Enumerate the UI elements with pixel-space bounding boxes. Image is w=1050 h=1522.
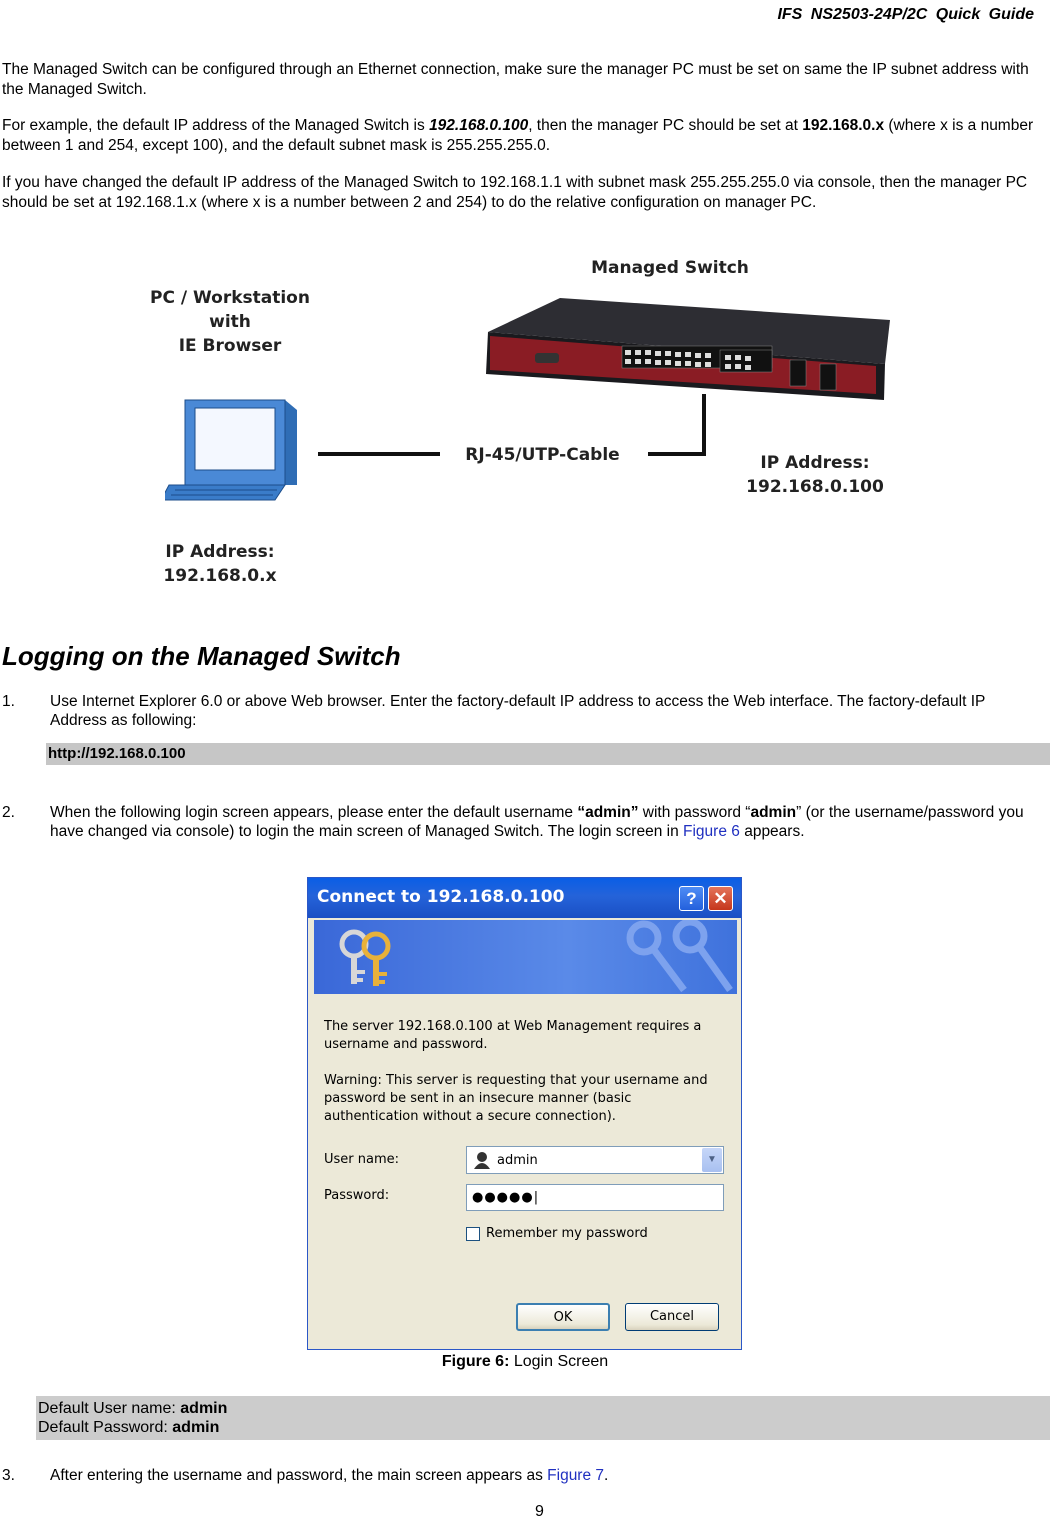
pc-ip: 192.168.0.x bbox=[802, 117, 885, 134]
page-number: 9 bbox=[535, 1503, 544, 1520]
default-credentials-box bbox=[36, 1396, 1050, 1440]
cable-label: RJ-45/UTP-Cable bbox=[465, 445, 620, 465]
figure-6-link[interactable]: Figure 6 bbox=[683, 823, 740, 840]
pc-ip-value: 192.168.0.x bbox=[163, 566, 277, 586]
text: For example, the default IP address of the Managed Switch is bbox=[2, 117, 430, 134]
username-value: admin bbox=[497, 1153, 538, 1168]
step-1 bbox=[2, 692, 1048, 732]
dialog-warning: Warning: This server is requesting that your username and password be sent in an insecure manner (basic authentication without a secure connection). bbox=[324, 1073, 708, 1124]
password-label: Password: bbox=[324, 1188, 390, 1203]
pc-label-1: PC / Workstation bbox=[150, 288, 310, 308]
figure-label: Figure 6: bbox=[441, 1353, 510, 1370]
step-2 bbox=[2, 803, 1048, 863]
switch-ip-label: IP Address: bbox=[760, 453, 870, 473]
default-username-label: Default User name: bbox=[38, 1400, 181, 1417]
managed-switch-image bbox=[480, 294, 910, 404]
step-number: 2. bbox=[2, 804, 15, 821]
text: , then the manager PC should be set at bbox=[528, 117, 803, 134]
step-number: 3. bbox=[2, 1467, 15, 1484]
text: (where x is a number between 1 and 254, except 100), and the default subnet mask is 255.255.255.0. bbox=[2, 117, 1034, 154]
step-3 bbox=[2, 1466, 1048, 1488]
network-diagram bbox=[0, 250, 1050, 600]
login-dialog bbox=[307, 877, 742, 1350]
password-emphasis: admin bbox=[750, 804, 797, 821]
switch-ip-value: 192.168.0.100 bbox=[746, 477, 884, 497]
chevron-down-icon[interactable]: ▼ bbox=[702, 1148, 722, 1172]
intro-paragraph-1: The Managed Switch can be configured through an Ethernet connection, make sure the manager PC must be set on same the IP subnet address with the Managed Switch. bbox=[2, 61, 1029, 98]
text: After entering the username and password, the main screen appears as bbox=[50, 1467, 548, 1484]
dialog-banner bbox=[314, 920, 737, 994]
remember-password-label[interactable]: Remember my password bbox=[486, 1226, 648, 1241]
default-url-box bbox=[46, 743, 1050, 765]
username-label: User name: bbox=[324, 1152, 400, 1167]
step-text bbox=[50, 1466, 1038, 1485]
step-text: Use Internet Explorer 6.0 or above Web browser. Enter the factory-default IP address to access the Web interface. The factory-default IP Address as following: bbox=[50, 693, 986, 729]
default-password-label: Default Password: bbox=[38, 1419, 173, 1436]
password-field[interactable]: ●●●●●| bbox=[466, 1184, 724, 1211]
help-button[interactable]: ? bbox=[679, 886, 704, 911]
banner-keys-watermark-icon bbox=[604, 920, 737, 994]
text: with password “ bbox=[638, 804, 751, 821]
switch-ip: 192.168.0.100 bbox=[429, 117, 529, 134]
close-button[interactable]: ✕ bbox=[708, 886, 733, 911]
keys-icon bbox=[332, 924, 402, 990]
default-url: http://192.168.0.100 bbox=[48, 745, 186, 762]
text: . bbox=[604, 1467, 609, 1484]
intro-paragraph-2 bbox=[2, 116, 1048, 156]
remember-password-checkbox[interactable] bbox=[466, 1227, 480, 1241]
default-username-line bbox=[36, 1399, 1050, 1418]
step-text bbox=[50, 803, 1038, 841]
user-icon bbox=[473, 1151, 491, 1169]
section-title: Logging on the Managed Switch bbox=[2, 641, 401, 671]
figure-7-link[interactable]: Figure 7 bbox=[547, 1467, 605, 1484]
cancel-button[interactable]: Cancel bbox=[625, 1303, 719, 1331]
username-combobox[interactable] bbox=[466, 1146, 724, 1174]
dialog-titlebar bbox=[308, 878, 741, 918]
text: When the following login screen appears, please enter the default username bbox=[50, 804, 578, 821]
default-password-line bbox=[36, 1418, 1050, 1437]
text: ” (or the username/password you have changed via console) to login the main screen of Managed Switch. The login screen in bbox=[50, 804, 1024, 840]
intro-paragraph-3: If you have changed the default IP address of the Managed Switch to 192.168.1.1 with subnet mask 255.255.255.0 via console, then the manager PC should be set at 192.168.1.x (where x is a number between 2 and 254) to do the relative configuration on manager PC. bbox=[2, 174, 1028, 211]
pc-label-3: IE Browser bbox=[178, 336, 282, 356]
pc-label-2: with bbox=[209, 312, 251, 332]
figure-caption bbox=[0, 1353, 1050, 1371]
text: appears. bbox=[739, 823, 805, 840]
figure-text: Login Screen bbox=[509, 1353, 609, 1370]
pc-workstation-image bbox=[165, 390, 305, 505]
username-emphasis: “admin” bbox=[577, 804, 639, 821]
dialog-title: Connect to 192.168.0.100 bbox=[317, 887, 565, 907]
switch-label: Managed Switch bbox=[591, 258, 749, 278]
default-username: admin bbox=[180, 1400, 228, 1417]
dialog-message: The server 192.168.0.100 at Web Management requires a username and password. bbox=[324, 1019, 702, 1052]
step-number: 1. bbox=[2, 693, 15, 710]
running-header: IFS NS2503-24P/2C Quick Guide bbox=[777, 6, 1034, 23]
pc-ip-label: IP Address: bbox=[165, 542, 275, 562]
ok-button[interactable]: OK bbox=[516, 1303, 610, 1331]
default-password: admin bbox=[172, 1419, 220, 1436]
